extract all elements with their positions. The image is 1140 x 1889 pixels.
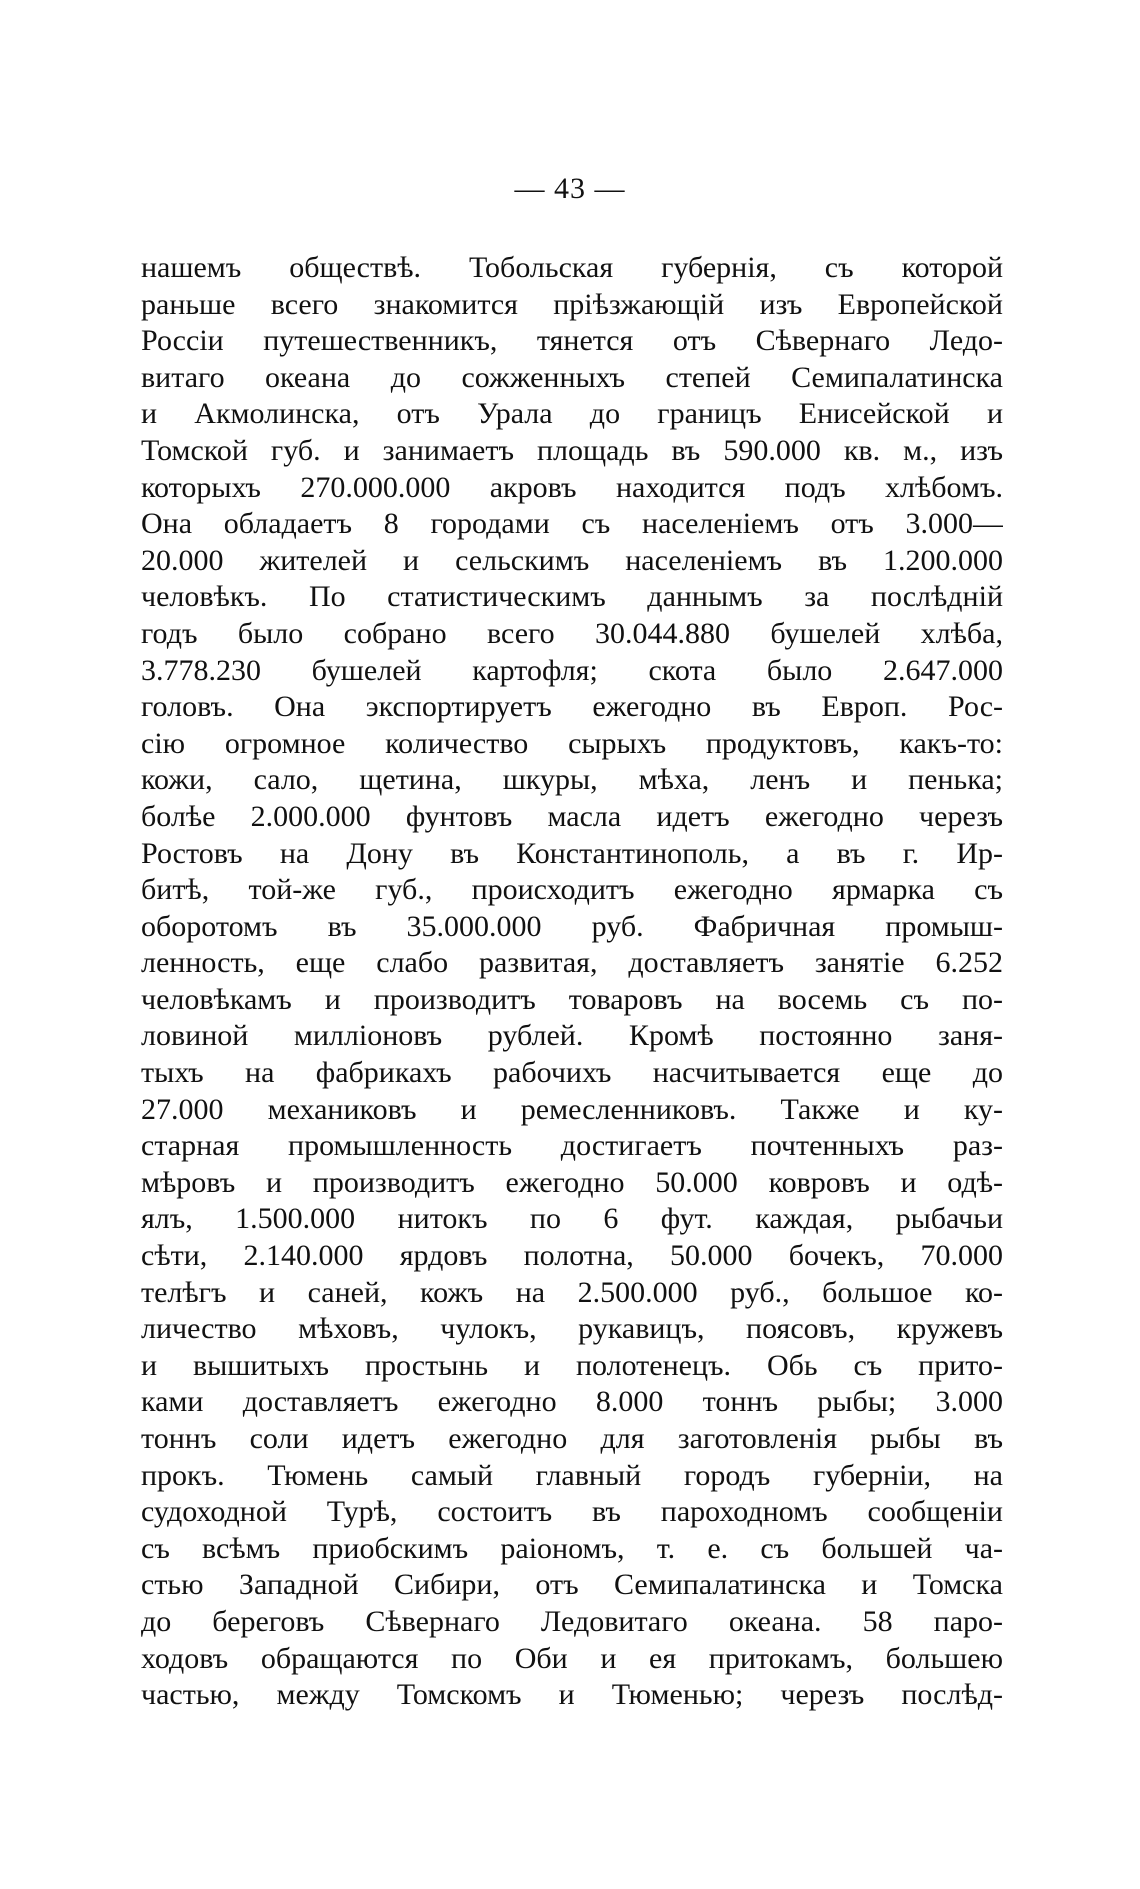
text-line: старная промышленность достигаетъ почтенныхъ раз- — [141, 1129, 1003, 1163]
text-line: сію огромное количество сырыхъ продуктовъ, какъ-то: — [141, 726, 1003, 760]
text-line: и вышитыхъ простынь и полотенецъ. Обь съ прито- — [141, 1348, 1003, 1382]
text-line: стью Западной Сибири, отъ Семипалатинска и Томска — [141, 1568, 1003, 1602]
text-line: телѣгъ и саней, кожъ на 2.500.000 руб., большое ко- — [141, 1275, 1003, 1309]
text-line: мѣровъ и производитъ ежегодно 50.000 ковровъ и одѣ- — [141, 1165, 1003, 1199]
text-line: битѣ, той-же губ., происходитъ ежегодно ярмарка съ — [141, 873, 1003, 907]
page-number: — 43 — — [514, 172, 626, 205]
text-line: судоходной Турѣ, состоитъ въ пароходномъ сообщеніи — [141, 1495, 1003, 1529]
text-line: тыхъ на фабрикахъ рабочихъ насчитывается еще до — [141, 1056, 1003, 1090]
text-line: годъ было собрано всего 30.044.880 бушелей хлѣба, — [141, 616, 1003, 650]
text-line: ялъ, 1.500.000 нитокъ по 6 фут. каждая, рыбачьи — [141, 1202, 1003, 1236]
text-line: личество мѣховъ, чулокъ, рукавицъ, поясовъ, кружевъ — [141, 1312, 1003, 1346]
text-line: Она обладаетъ 8 городами съ населеніемъ отъ 3.000— — [141, 507, 1003, 541]
text-line: 27.000 механиковъ и ремесленниковъ. Также и ку- — [141, 1092, 1003, 1126]
text-line: витаго океана до сожженныхъ степей Семипалатинска — [141, 360, 1003, 394]
text-line: сѣти, 2.140.000 ярдовъ полотна, 50.000 бочекъ, 70.000 — [141, 1239, 1003, 1273]
text-line: человѣкамъ и производитъ товаровъ на восемь съ по- — [141, 982, 1003, 1016]
text-line: Ростовъ на Дону въ Константинополь, а въ г. Ир- — [141, 836, 1003, 870]
text-line: болѣе 2.000.000 фунтовъ масла идетъ ежегодно черезъ — [141, 799, 1003, 833]
text-line: головъ. Она экспортируетъ ежегодно въ Европ. Рос- — [141, 690, 1003, 724]
text-line: ходовъ обращаются по Оби и ея притокамъ, большею — [141, 1641, 1003, 1675]
text-line: прокъ. Тюмень самый главный городъ губерніи, на — [141, 1458, 1003, 1492]
text-line: раньше всего знакомится пріѣзжающій изъ Европейской — [141, 287, 1003, 321]
text-line: частью, между Томскомъ и Тюменью; черезъ послѣд- — [141, 1678, 1003, 1712]
text-line: кожи, сало, щетина, шкуры, мѣха, ленъ и пенька; — [141, 763, 1003, 797]
text-line: ками доставляетъ ежегодно 8.000 тоннъ рыбы; 3.000 — [141, 1385, 1003, 1419]
text-line: оборотомъ въ 35.000.000 руб. Фабричная промыш- — [141, 909, 1003, 943]
text-line: 20.000 жителей и сельскимъ населеніемъ въ 1.200.000 — [141, 543, 1003, 577]
text-line: тоннъ соли идетъ ежегодно для заготовленія рыбы въ — [141, 1422, 1003, 1455]
text-line: съ всѣмъ приобскимъ раіономъ, т. е. съ большей ча- — [141, 1531, 1003, 1565]
text-line: ленность, еще слабо развитая, доставляетъ занятіе 6.252 — [141, 946, 1003, 980]
text-line: нашемъ обществѣ. Тобольская губернія, съ которой — [141, 251, 1003, 284]
text-line: человѣкъ. По статистическимъ даннымъ за послѣдній — [141, 580, 1003, 614]
text-line: 3.778.230 бушелей картофля; скота было 2.647.000 — [141, 653, 1003, 687]
text-line: Томской губ. и занимаетъ площадь въ 590.000 кв. м., изъ — [141, 433, 1003, 467]
text-line: и Акмолинска, отъ Урала до границъ Енисейской и — [141, 397, 1003, 431]
text-line: ловиной милліоновъ рублей. Кромѣ постоянно заня- — [141, 1019, 1003, 1053]
text-line: Россіи путешественникъ, тянется отъ Сѣвернаго Ледо- — [141, 324, 1003, 358]
body-text — [141, 250, 1003, 1714]
text-line: до береговъ Сѣвернаго Ледовитаго океана. 58 паро- — [141, 1604, 1003, 1638]
text-line: которыхъ 270.000.000 акровъ находится подъ хлѣбомъ. — [141, 470, 1003, 504]
